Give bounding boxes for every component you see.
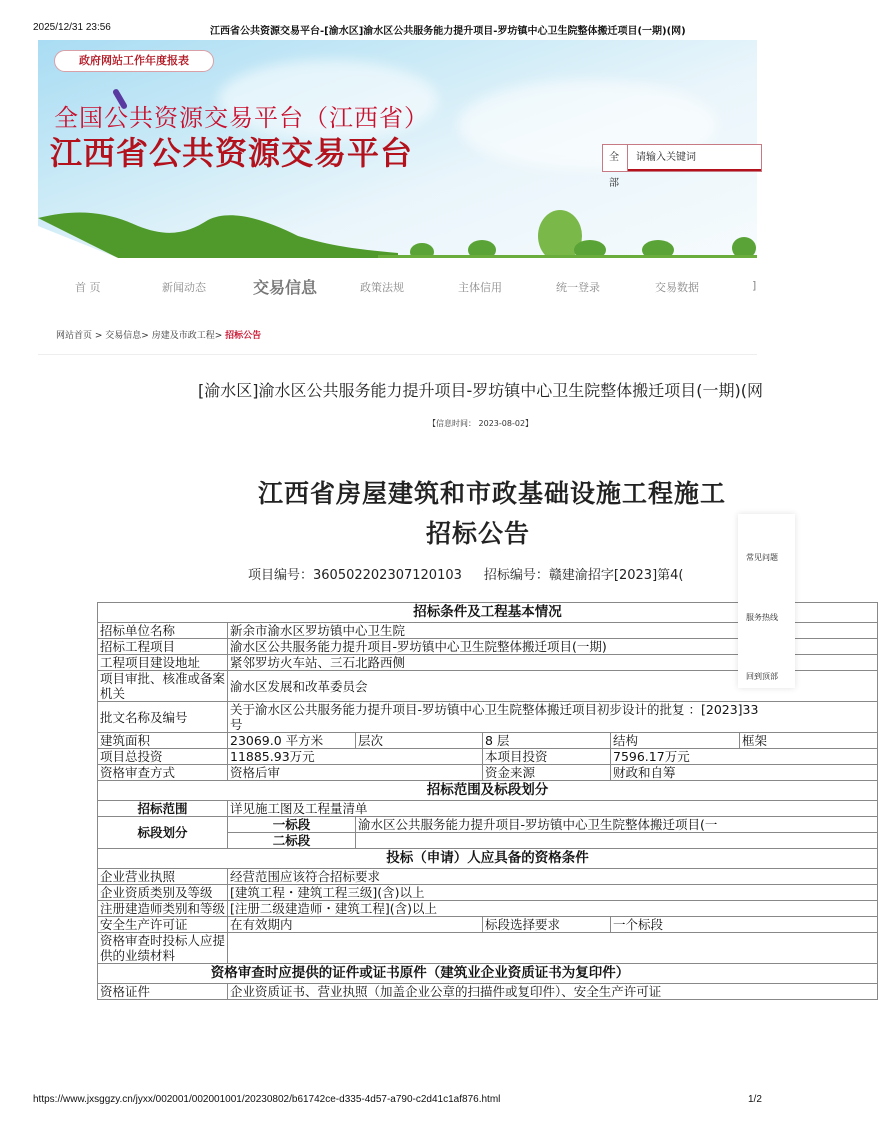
- nav-credit[interactable]: 主体信用: [458, 281, 502, 294]
- annual-report-link[interactable]: 政府网站工作年度报表: [54, 50, 214, 72]
- row-label: 标段划分: [98, 817, 228, 849]
- row-label: 层次: [356, 733, 483, 749]
- print-datetime: 2025/12/31 23:56: [33, 22, 111, 33]
- table-row: [98, 749, 878, 765]
- table-row: [98, 702, 878, 733]
- nav-trade-data[interactable]: 交易数据: [655, 281, 699, 294]
- print-header: [0, 0, 793, 40]
- section-title: 招标范围及标段划分: [98, 781, 878, 801]
- info-time: 【信息时间： 2023-08-02】: [428, 419, 534, 428]
- row-value: [228, 702, 878, 733]
- table-section-header: [98, 781, 878, 801]
- document-subtitle: 招标公告: [426, 519, 531, 548]
- breadcrumb-separator: >: [214, 331, 226, 341]
- row-label: 注册建造师类别和等级: [98, 901, 228, 917]
- lot-value: [356, 833, 878, 849]
- section-title-text: 资格审查时应提供的证件或证书原件（建筑业企业资质证书为复印件）: [210, 965, 630, 981]
- search-scope-select[interactable]: 全部: [603, 145, 628, 171]
- table-row: [98, 733, 878, 749]
- tender-no-label: 招标编号：: [483, 568, 549, 583]
- print-footer: [0, 1090, 793, 1110]
- breadcrumb-current: 招标公告: [225, 331, 262, 341]
- row-value: 23069.0 平方米: [228, 733, 356, 749]
- row-label: 资金来源: [483, 765, 611, 781]
- row-label: 招标工程项目: [98, 639, 228, 655]
- print-url: https://www.jxsggzy.cn/jyxx/002001/002001001/20230802/b61742ce-d335-4d57-a790-c2d41c1af876.html: [33, 1094, 501, 1105]
- row-value: 资格后审: [228, 765, 483, 781]
- row-value: [228, 933, 878, 964]
- nav-home[interactable]: 首 页: [75, 281, 101, 294]
- article-title: [渝水区]渝水区公共服务能力提升项目-罗坊镇中心卫生院整体搬迁项目(一期)(网: [198, 381, 763, 400]
- row-value: 渝水区公共服务能力提升项目-罗坊镇中心卫生院整体搬迁项目(一期): [228, 639, 878, 655]
- nav-trade-info[interactable]: 交易信息: [253, 278, 318, 297]
- row-label: 项目总投资: [98, 749, 228, 765]
- lot-label: 一标段: [228, 817, 356, 833]
- row-label: 建筑面积: [98, 733, 228, 749]
- table-row: [98, 817, 878, 833]
- web-page: [38, 40, 778, 1085]
- row-value: 一个标段: [611, 917, 878, 933]
- row-value: 企业资质证书、营业执照（加盖企业公章的扫描件或复印件）、安全生产许可证: [228, 984, 878, 1000]
- row-value: 紧邻罗坊火车站、三石北路西侧: [228, 655, 878, 671]
- row-value: 11885.93万元: [228, 749, 483, 765]
- banner-title: 江西省公共资源交易平台: [50, 134, 414, 172]
- row-label: 招标范围: [98, 801, 228, 817]
- row-label: 工程项目建设地址: [98, 655, 228, 671]
- banner-subtitle: 全国公共资源交易平台（江西省）: [54, 104, 429, 132]
- project-no: 360502202307120103: [313, 568, 462, 583]
- nav-news[interactable]: 新闻动态: [162, 281, 206, 294]
- document-codes: [248, 564, 684, 583]
- section-title: 投标（申请）人应具备的资格条件: [98, 849, 878, 869]
- row-label: 结构: [611, 733, 740, 749]
- back-to-top-button[interactable]: 回到顶部: [746, 672, 778, 681]
- tender-no: 赣建渝招字[2023]第4(: [548, 568, 684, 583]
- row-label: 批文名称及编号: [98, 702, 228, 733]
- row-value: 8 层: [483, 733, 611, 749]
- faq-link[interactable]: 常见问题: [746, 553, 778, 562]
- breadcrumb-separator: >: [141, 331, 152, 341]
- breadcrumb: [56, 328, 261, 341]
- table-row: [98, 917, 878, 933]
- table-row: [98, 933, 878, 964]
- row-label: 项目审批、核准或备案机关: [98, 671, 228, 702]
- row-value: 在有效期内: [228, 917, 483, 933]
- row-label: 安全生产许可证: [98, 917, 228, 933]
- row-value: 框架: [740, 733, 878, 749]
- project-no-label: 项目编号：: [248, 568, 314, 583]
- row-value: [注册二级建造师・建筑工程](含)以上: [228, 901, 878, 917]
- search-box: [602, 144, 762, 189]
- nav-policy[interactable]: 政策法规: [360, 281, 404, 294]
- main-nav: [38, 258, 757, 313]
- document-title: 江西省房屋建筑和市政基础设施工程施工: [258, 479, 727, 508]
- hills-scenery: [38, 178, 757, 258]
- row-value: 新余市渝水区罗坊镇中心卫生院: [228, 623, 878, 639]
- row-value: 7596.17万元: [611, 749, 878, 765]
- breadcrumb-category[interactable]: 房建及市政工程: [151, 331, 215, 341]
- print-page-title: 江西省公共资源交易平台-[渝水区]渝水区公共服务能力提升项目-罗坊镇中心卫生院整体搬迁项目(一期)(网): [210, 26, 686, 37]
- table-row: [98, 801, 878, 817]
- table-row: [98, 869, 878, 885]
- row-label: 招标单位名称: [98, 623, 228, 639]
- print-page-number: 1/2: [748, 1094, 762, 1105]
- row-label: 企业营业执照: [98, 869, 228, 885]
- divider: [38, 354, 757, 355]
- row-label: 企业资质类别及等级: [98, 885, 228, 901]
- row-label: 本项目投资: [483, 749, 611, 765]
- lot-value: 渝水区公共服务能力提升项目-罗坊镇中心卫生院整体搬迁项目(一: [356, 817, 878, 833]
- row-label: 资格审查方式: [98, 765, 228, 781]
- site-banner: [38, 40, 757, 258]
- row-label: 标段选择要求: [483, 917, 611, 933]
- table-row: [98, 984, 878, 1000]
- side-float-panel: [738, 514, 795, 688]
- row-label: 资格审查时投标人应提供的业绩材料: [98, 933, 228, 964]
- table-row: [98, 885, 878, 901]
- breadcrumb-home[interactable]: 网站首页: [56, 331, 93, 341]
- row-value: 经营范围应该符合招标要求: [228, 869, 878, 885]
- section-title: 招标条件及工程基本情况: [98, 603, 878, 623]
- hotline-link[interactable]: 服务热线: [746, 613, 778, 622]
- row-value: 渝水区发展和改革委员会: [228, 671, 878, 702]
- search-input[interactable]: [628, 145, 761, 171]
- table-row: [98, 765, 878, 781]
- nav-more[interactable]: ]: [752, 279, 757, 292]
- breadcrumb-trade-info[interactable]: 交易信息: [105, 331, 142, 341]
- table-section-header: [98, 964, 878, 984]
- nav-login[interactable]: 统一登录: [556, 281, 600, 294]
- row-value: [建筑工程・建筑工程三级](含)以上: [228, 885, 878, 901]
- lot-label: 二标段: [228, 833, 356, 849]
- table-row: [98, 901, 878, 917]
- row-value: 财政和自筹: [611, 765, 878, 781]
- breadcrumb-separator: >: [92, 331, 106, 341]
- row-label: 资格证件: [98, 984, 228, 1000]
- row-value: 详见施工图及工程量清单: [228, 801, 878, 817]
- approval-doc-text: 关于渝水区公共服务能力提升项目-罗坊镇中心卫生院整体搬迁项目初步设计的批复 ：[2023]33号: [230, 702, 759, 732]
- table-section-header: [98, 849, 878, 869]
- section-title: [98, 964, 878, 984]
